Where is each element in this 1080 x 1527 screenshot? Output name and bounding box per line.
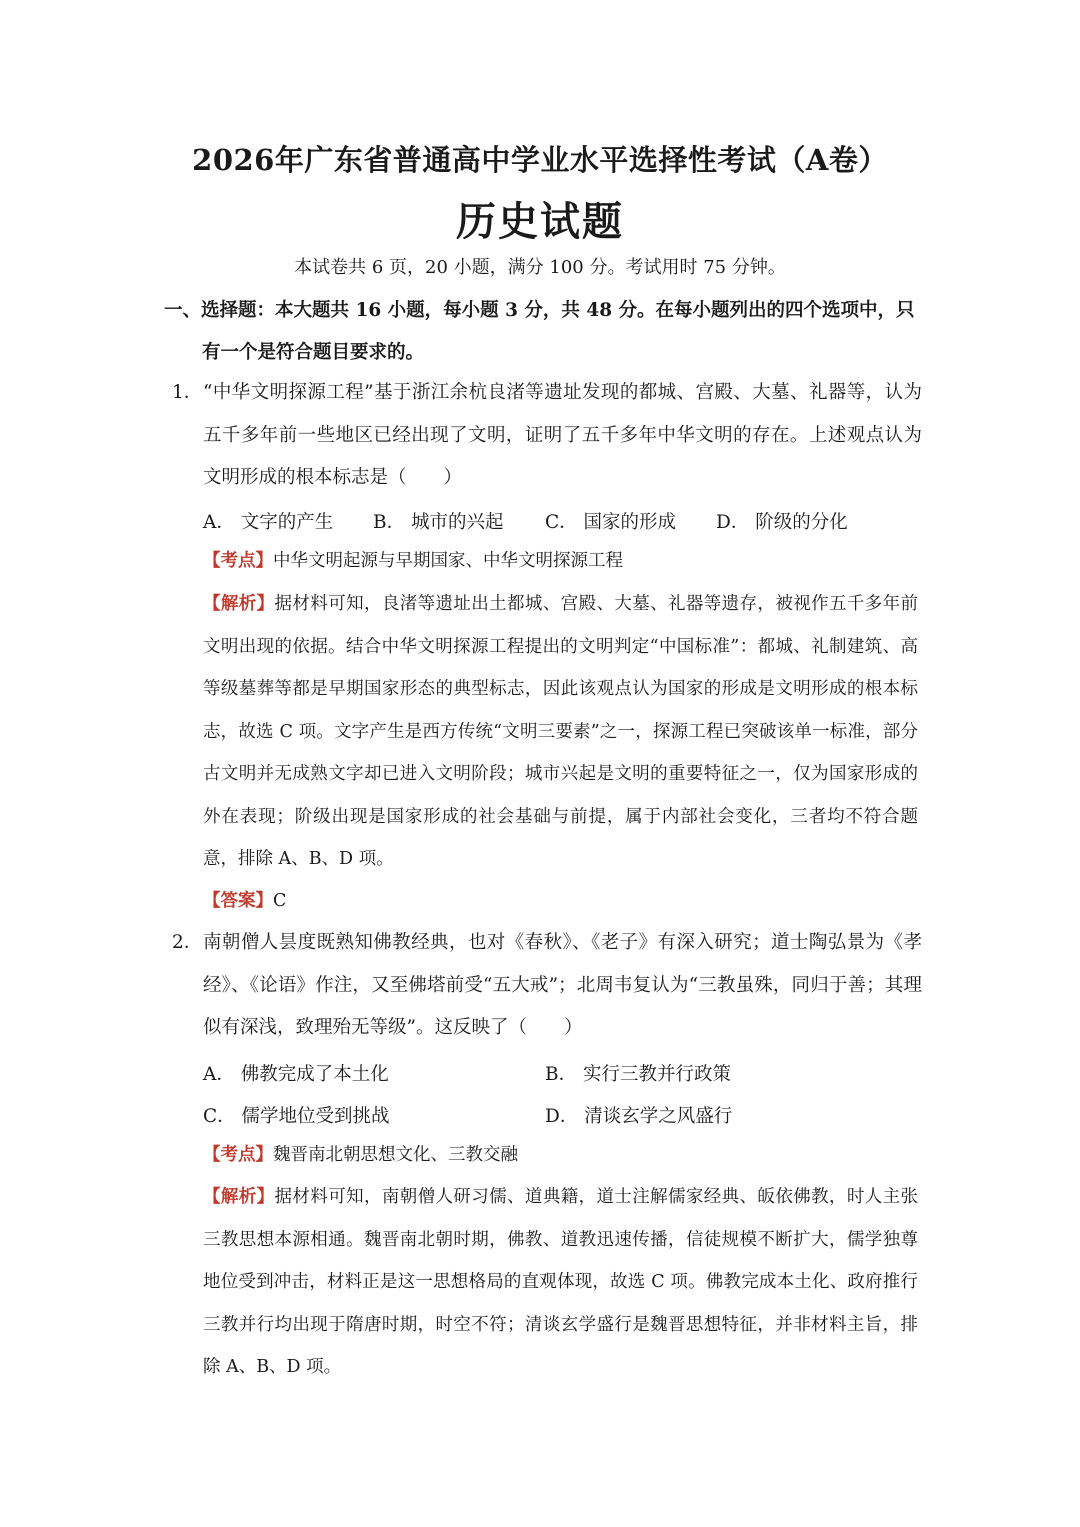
question-number: 1． — [172, 382, 203, 403]
question-2 — [172, 922, 922, 1050]
option-a: A． 佛教完成了本土化 — [203, 1064, 389, 1085]
jiexi-label: 【解析】 — [203, 1187, 275, 1207]
option-c: C． 国家的形成 — [545, 512, 677, 533]
kaodian-label: 【考点】 — [203, 551, 273, 571]
question-stem: 南朝僧人昙度既熟知佛教经典，也对《春秋》、《老子》有深入研究；道士陶弘景为《孝经》、《论语》作注，又至佛塔前受“五大戒”；北周韦复认为“三教虽殊，同归于善；其理似有深浅，致理殆无等级”。这反映了（ ） — [203, 932, 922, 1038]
q2-jiexi — [203, 1176, 918, 1389]
exam-title: 2026年广东省普通高中学业水平选择性考试（A卷） — [192, 143, 888, 177]
question-stem: “中华文明探源工程”基于浙江余杭良渚等遗址发现的都城、宫殿、大墓、礼器等，认为五千多年前一些地区已经出现了文明，证明了五千多年中华文明的存在。上述观点认为文明形成的根本标志是（ ） — [203, 382, 922, 488]
option-d: D． 阶级的分化 — [716, 512, 848, 533]
option-b: B． 城市的兴起 — [373, 512, 504, 533]
q1-jiexi — [203, 583, 918, 881]
subject-title: 历史试题 — [456, 198, 624, 245]
exam-intro: 本试卷共 6 页，20 小题，满分 100 分。考试用时 75 分钟。 — [294, 257, 786, 278]
section-heading — [164, 290, 924, 374]
daan-text: C — [273, 891, 287, 911]
option-b: B． 实行三教并行政策 — [545, 1064, 731, 1085]
question-number: 2． — [172, 932, 203, 953]
jiexi-text: 据材料可知，良渚等遗址出土都城、宫殿、大墓、礼器等遗存，被视作五千多年前文明出现的依据。结合中华文明探源工程提出的文明判定“中国标准”：都城、礼制建筑、高等级墓葬等都是早期国家形态的典型标志，因此该观点认为国家的形成是文明形成的根本标志，故选 C 项。文字产生是西方传统“文明三要素”之一，探源工程已突破该单一标准，部分古文明并无成熟文字却已进入文明阶段；城市兴起是文明的重要特征之一，仅为国家形成的外在表现；阶级出现是国家形成的社会基础与前提，属于内部社会变化，三者均不符合题意，排除 A、B、D 项。 — [203, 594, 919, 869]
section-heading-line1: 一、选择题：本大题共 16 小题，每小题 3 分，共 48 分。在每小题列出的四个选项中，只 — [164, 300, 915, 321]
option-a: A． 文字的产生 — [203, 512, 334, 533]
kaodian-label: 【考点】 — [203, 1145, 273, 1165]
option-c: C． 儒学地位受到挑战 — [203, 1106, 390, 1127]
q1-daan — [203, 880, 918, 923]
q2-kaodian — [203, 1134, 918, 1177]
kaodian-text: 中华文明起源与早期国家、中华文明探源工程 — [273, 551, 623, 571]
section-heading-line2: 有一个是符合题目要求的。 — [202, 342, 425, 363]
question-1 — [172, 372, 922, 500]
jiexi-text: 据材料可知，南朝僧人研习儒、道典籍，道士注解儒家经典、皈依佛教，时人主张三教思想本源相通。魏晋南北朝时期，佛教、道教迅速传播，信徒规模不断扩大，儒学独尊地位受到冲击，材料正是这一思想格局的直观体现，故选 C 项。佛教完成本土化、政府推行三教并行均出现于隋唐时期，时空不符；清谈玄学盛行是魏晋思想特征，并非材料主旨，排除 A、B、D 项。 — [203, 1187, 919, 1377]
daan-label: 【答案】 — [203, 891, 273, 911]
jiexi-label: 【解析】 — [203, 594, 275, 614]
option-d: D． 清谈玄学之风盛行 — [545, 1106, 733, 1127]
q1-kaodian — [203, 540, 918, 583]
kaodian-text: 魏晋南北朝思想文化、三教交融 — [273, 1145, 518, 1165]
